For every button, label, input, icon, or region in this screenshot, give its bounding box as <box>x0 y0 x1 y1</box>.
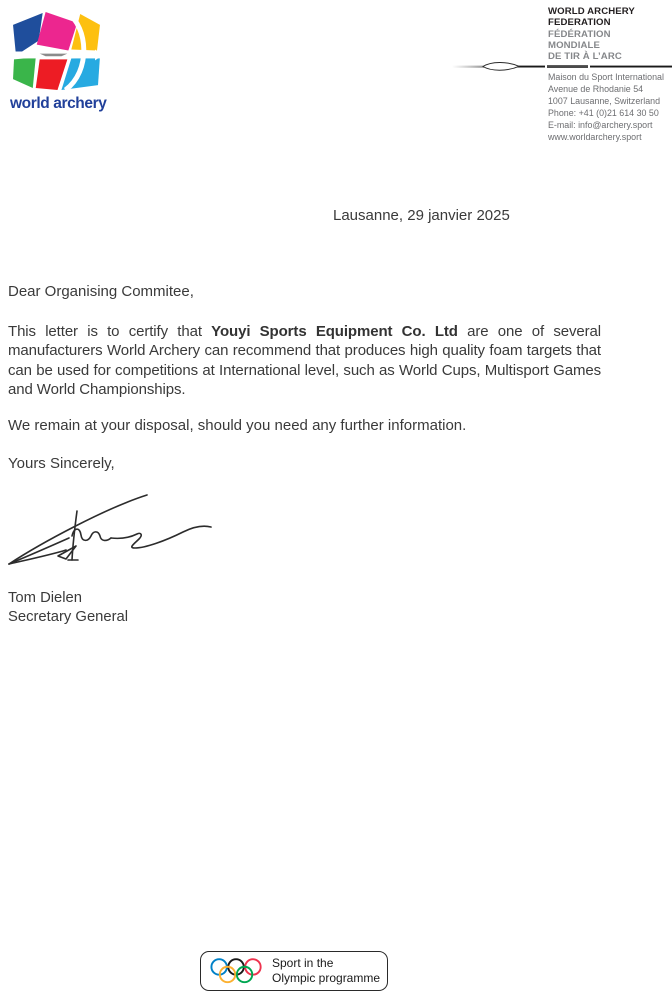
federation-title-en-line2: FEDERATION <box>548 17 611 29</box>
federation-title-en-line1: WORLD ARCHERY <box>548 6 635 17</box>
olympic-programme-badge <box>200 951 388 991</box>
signer-block <box>8 589 128 627</box>
address-line-1: Maison du Sport International <box>548 72 664 82</box>
company-name: Youyi Sports Equipment Co. Ltd <box>211 323 458 340</box>
valediction: Yours Sincerely, <box>8 455 115 472</box>
address-phone: Phone: +41 (0)21 614 30 50 <box>548 108 659 118</box>
signer-name: Tom Dielen <box>8 590 83 606</box>
letterhead-titles <box>548 6 672 62</box>
federation-title-fr-line3: DE TIR À L’ARC <box>548 51 622 63</box>
federation-title-fr-line1: FÉDÉRATION <box>548 28 611 40</box>
address-line-2: Avenue de Rhodanie 54 <box>548 84 644 94</box>
badge-line-2: Olympic programme <box>272 971 381 985</box>
body-text-prefix: This letter is to certify that <box>8 323 212 340</box>
dateline: Lausanne, 29 janvier 2025 <box>333 207 510 224</box>
body-text-suffix: are one of several manufacturers World Archery can recommend that produces high quality foam targets that can be used for competitions at International level, such as World Cups, Multisport Games and World Championships. <box>8 323 601 398</box>
olympic-rings-icon <box>209 956 265 986</box>
federation-title-fr-line2: MONDIALE <box>548 39 600 51</box>
world-archery-logo-icon <box>10 10 103 93</box>
signer-title: Secretary General <box>8 609 129 625</box>
letterhead-address <box>548 71 664 143</box>
badge-text <box>272 956 380 985</box>
signature-icon <box>6 486 218 570</box>
closing-line: We remain at your disposal, should you need any further information. <box>8 417 467 434</box>
address-line-3: 1007 Lausanne, Switzerland <box>548 96 661 106</box>
logo-wordmark: world archery <box>10 95 107 112</box>
salutation: Dear Organising Commitee, <box>8 283 194 300</box>
badge-line-1: Sport in the <box>272 956 334 971</box>
body-paragraph <box>8 322 601 399</box>
address-email: E-mail: info@archery.sport <box>548 120 653 130</box>
world-archery-logo <box>10 10 110 113</box>
address-website: www.worldarchery.sport <box>548 132 642 142</box>
